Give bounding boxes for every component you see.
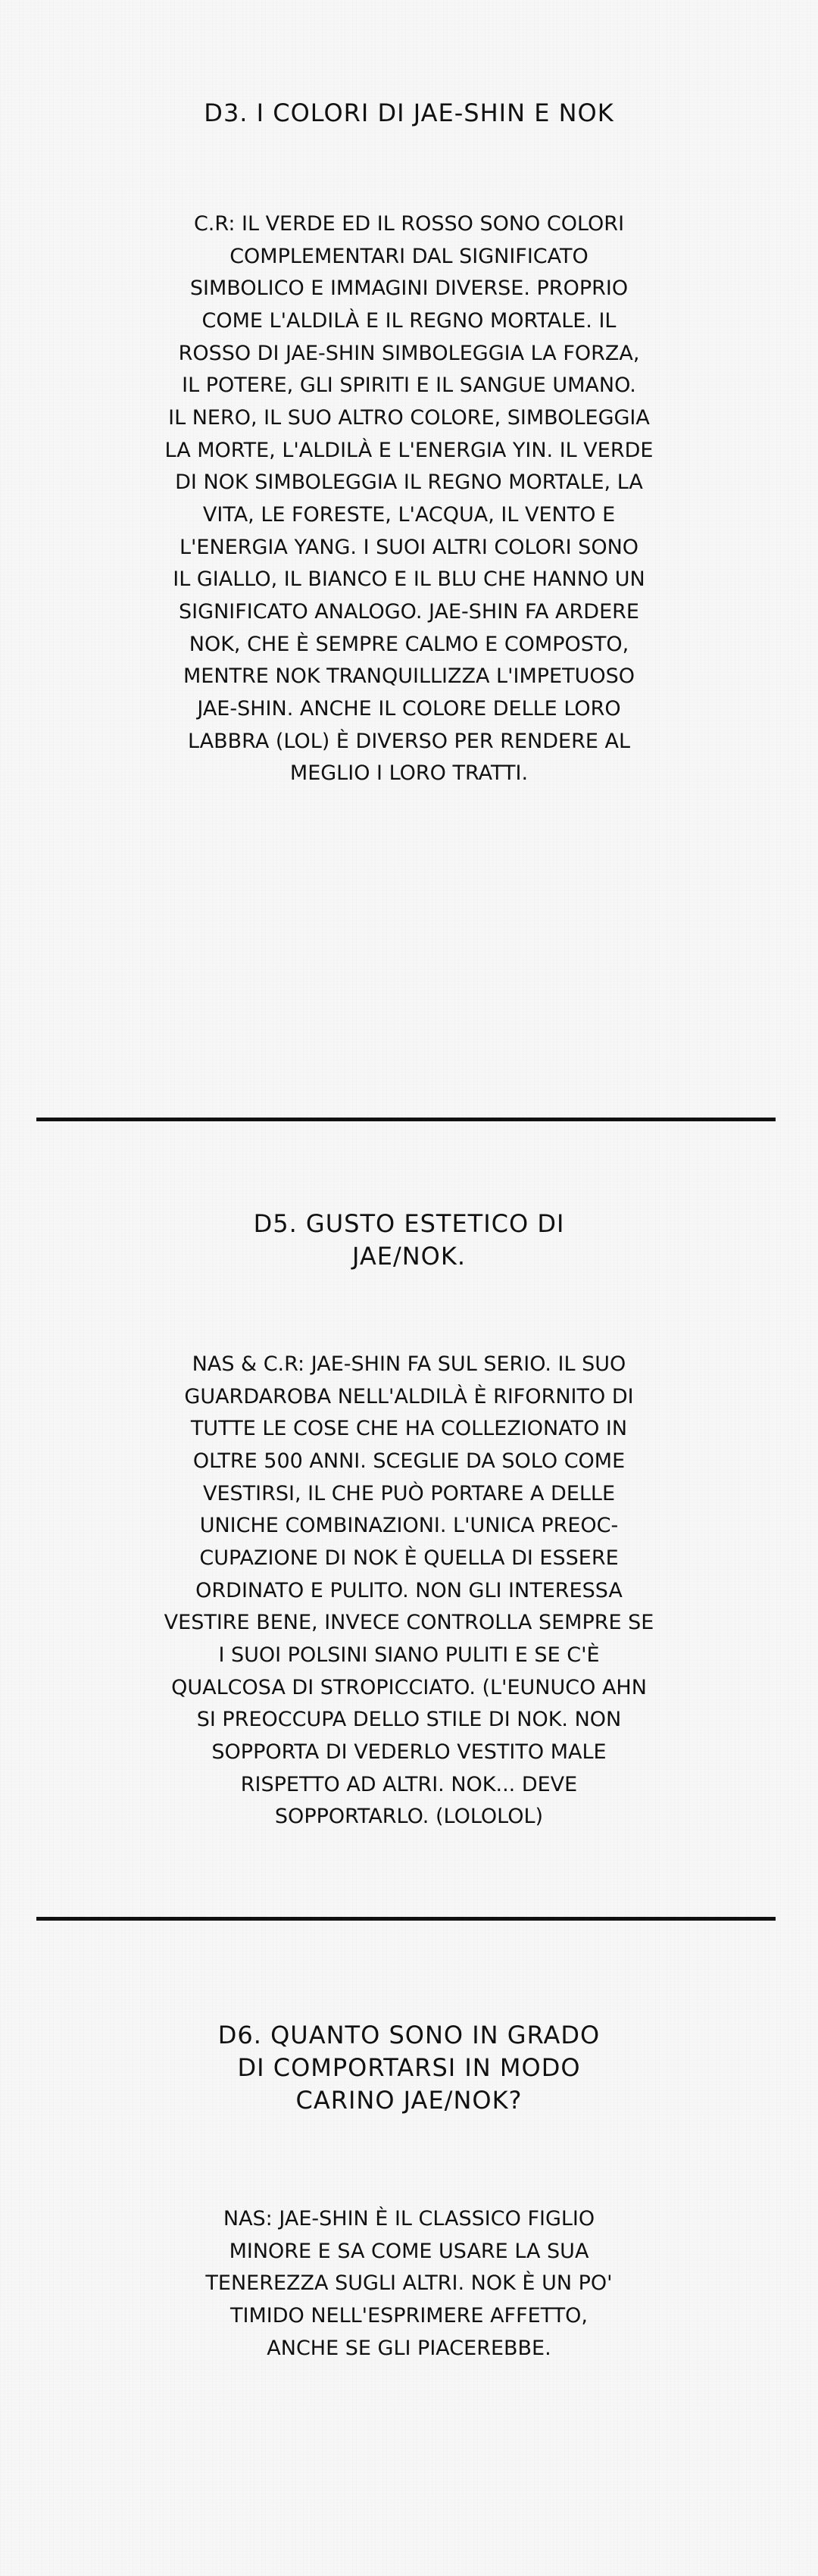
section-divider <box>36 1917 776 1921</box>
section-title: D5. GUSTO ESTETICO DI JAE/NOK. <box>253 1209 565 1271</box>
section-body: NAS: JAE-SHIN È IL CLASSICO FIGLIO MINORE E SA COME USARE LA SUA TENEREZZA SUGLI ALTRI. NOK È UN PO' TIMIDO NELL'ESPRIMERE AFFETTO, ANCHE SE GLI PIACEREBBE. <box>205 2207 613 2360</box>
section-title: D6. QUANTO SONO IN GRADO DI COMPORTARSI IN MODO CARINO JAE/NOK? <box>217 2021 601 2115</box>
section-d3-body <box>0 208 818 790</box>
section-d5 <box>0 1208 818 1273</box>
section-title: D3. I COLORI DI JAE-SHIN E NOK <box>204 98 614 127</box>
section-body: NAS & C.R: JAE-SHIN FA SUL SERIO. IL SUO GUARDAROBA NELL'ALDILÀ È RIFORNITO DI TUTTE LE COSE CHE HA COLLEZIONATO IN OLTRE 500 ANNI. SCEGLIE DA SOLO COME VESTIRSI, IL CHE PUÒ PORTARE A DELLE UNICHE COMBINAZIONI. L'UNICA PREOC- CUPAZIONE DI NOK È QUELLA DI ESSERE ORDINATO E PULITO. NON GLI INTERESSA VESTIRE BENE, INVECE CONTROLLA SEMPRE SE I SUOI POLSINI SIANO PULITI E SE C'È QUALCOSA DI STROPICCIATO. (L'EUNUCO AHN SI PREOCCUPA DELLO STILE DI NOK. NON SOPPORTA DI VEDERLO VESTITO MALE RISPETTO AD ALTRI. NOK... DEVE SOPPORTARLO. (LOLOLOL) <box>164 1352 654 1829</box>
section-d5-body <box>0 1349 818 1834</box>
section-divider <box>36 1118 776 1121</box>
section-d6-body <box>0 2203 818 2365</box>
section-d3 <box>0 97 818 130</box>
section-body: C.R: IL VERDE ED IL ROSSO SONO COLORI COMPLEMENTARI DAL SIGNIFICATO SIMBOLICO E IMMAGINI DIVERSE. PROPRIO COME L'ALDILÀ E IL REGNO MORTALE. IL ROSSO DI JAE-SHIN SIMBOLEGGIA LA FORZA, IL POTERE, GLI SPIRITI E IL SANGUE UMANO. IL NERO, IL SUO ALTRO COLORE, SIMBOLEGGIA LA MORTE, L'ALDILÀ E L'ENERGIA YIN. IL VERDE DI NOK SIMBOLEGGIA IL REGNO MORTALE, LA VITA, LE FORESTE, L'ACQUA, IL VENTO E L'ENERGIA YANG. I SUOI ALTRI COLORI SONO IL GIALLO, IL BIANCO E IL BLU CHE HANNO UN SIGNIFICATO ANALOGO. JAE-SHIN FA ARDERE NOK, CHE È SEMPRE CALMO E COMPOSTO, MENTRE NOK TRANQUILLIZZA L'IMPETUOSO JAE-SHIN. ANCHE IL COLORE DELLE LORO LABBRA (LOL) È DIVERSO PER RENDERE AL MEGLIO I LORO TRATTI. <box>164 212 654 786</box>
section-d6 <box>0 2019 818 2118</box>
